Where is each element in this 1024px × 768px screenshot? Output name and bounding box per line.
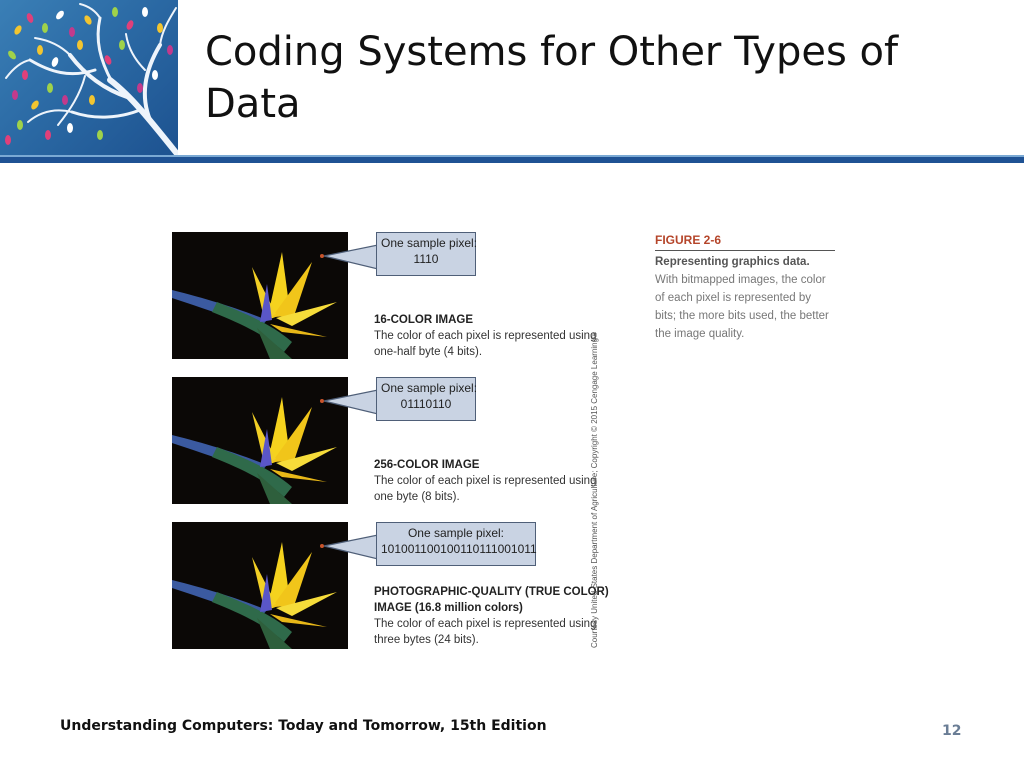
- caption-256-color: [374, 457, 609, 505]
- slide-title: Coding Systems for Other Types of Data: [205, 29, 899, 127]
- sample-pixel-callout-true-color: [376, 522, 536, 566]
- tree-illustration: [0, 0, 178, 155]
- caption-heading: 16-COLOR IMAGE: [374, 314, 474, 326]
- caption-16-color: [374, 312, 609, 360]
- sample-pixel-callout-16-color: [376, 232, 476, 276]
- callout-pointer: [320, 529, 378, 569]
- figure-label: FIGURE 2-6: [655, 231, 835, 251]
- callout-label: One sample pixel:: [381, 236, 478, 250]
- header-tree-artwork: [0, 0, 178, 155]
- callout-pointer: [320, 384, 378, 424]
- slide-page-number: 12: [942, 723, 962, 739]
- header-divider-thick: [0, 157, 1024, 163]
- caption-heading: 256-COLOR IMAGE: [374, 459, 480, 471]
- caption-description: The color of each pixel is represented using three bytes (24 bits).: [374, 618, 597, 646]
- caption-heading: PHOTOGRAPHIC-QUALITY (TRUE COLOR) IMAGE (16.8 million colors): [374, 586, 609, 614]
- figure-caption-title: Representing graphics data.: [655, 256, 810, 268]
- caption-description: The color of each pixel is represented using one byte (8 bits).: [374, 475, 597, 503]
- caption-description: The color of each pixel is represented using one-half byte (4 bits).: [374, 330, 597, 358]
- callout-value: 01110110: [400, 397, 452, 411]
- figure-graphics-data: [172, 228, 612, 652]
- callout-label: One sample pixel:: [407, 526, 505, 540]
- callout-label: One sample pixel:: [381, 381, 478, 395]
- callout-value: 1110: [413, 252, 439, 266]
- figure-caption-text: With bitmapped images, the color of each pixel is represented by bits; the more bits used, the better the image quality.: [655, 274, 829, 340]
- slide-footer: Understanding Computers: Today and Tomorrow, 15th Edition: [60, 718, 547, 734]
- caption-true-color: [374, 584, 609, 648]
- image-credit: Courtesy United States Department of Agriculture; Copyright © 2015 Cengage Learning®: [590, 332, 599, 648]
- callout-pointer: [320, 239, 378, 279]
- figure-side-caption: [655, 231, 835, 343]
- callout-value: 101001100100110111001011: [381, 542, 537, 556]
- sample-pixel-callout-256-color: [376, 377, 476, 421]
